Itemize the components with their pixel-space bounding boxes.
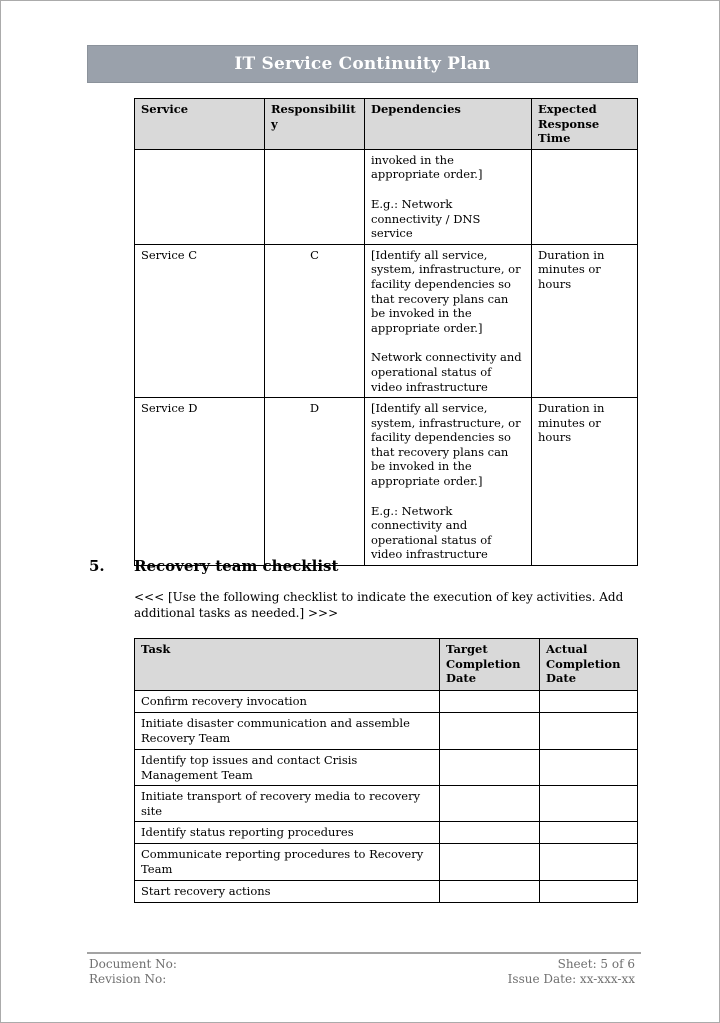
footer-sheet-number: Sheet: 5 of 6 [557,957,635,971]
target-date-cell [440,750,540,786]
service-row-c [135,244,638,397]
document-title: IT Service Continuity Plan [234,54,491,74]
task-cell: Initiate transport of recovery media to recovery site [135,786,440,822]
footer-rule [87,952,641,954]
checklist-row [135,750,638,786]
response-time-cell: Duration in minutes or hours [532,244,638,397]
section-number: 5. [89,557,105,575]
actual-date-cell [540,786,638,822]
recovery-checklist-table [134,638,638,903]
responsibility-cell [265,149,365,244]
col-header-expected-response-time: Expected Response Time [532,99,638,150]
actual-date-cell [540,750,638,786]
target-date-cell [440,822,540,844]
task-cell: Identify status reporting procedures [135,822,440,844]
checklist-row [135,691,638,713]
dependencies-paragraph: [Identify all service, system, infrastructure, or facility dependencies so that recovery plans can be invoked in the appropriate order.] [371,401,521,489]
response-time-cell [532,149,638,244]
col-header-service: Service [135,99,265,150]
footer-revision-no: Revision No: [89,972,167,986]
service-dependencies-table [134,98,638,566]
footer-left-block [89,957,177,987]
responsibility-cell: D [265,398,365,566]
target-date-cell [440,880,540,902]
dependencies-cell [365,149,532,244]
target-date-cell [440,786,540,822]
service-cell: Service C [135,244,265,397]
task-cell: Start recovery actions [135,880,440,902]
target-date-cell [440,713,540,750]
target-date-cell [440,691,540,713]
footer-document-no: Document No: [89,957,177,971]
dependencies-cell [365,244,532,397]
target-date-cell [440,844,540,880]
checklist-row [135,822,638,844]
section-title: Recovery team checklist [134,557,339,575]
checklist-row [135,786,638,822]
service-cell [135,149,265,244]
col-header-responsibility: Responsibility [265,99,365,150]
task-cell: Confirm recovery invocation [135,691,440,713]
col-header-actual-completion-date: Actual Completion Date [540,639,638,691]
section-5-heading [89,557,338,575]
checklist-header-row [135,639,638,691]
task-cell: Identify top issues and contact Crisis Management Team [135,750,440,786]
footer-right-block [508,957,635,987]
col-header-dependencies: Dependencies [365,99,532,150]
actual-date-cell [540,691,638,713]
dependencies-paragraph: [Identify all service, system, infrastructure, or facility dependencies so that recovery plans can be invoked in the appropriate order.] [371,247,521,335]
document-title-banner [87,45,638,83]
actual-date-cell [540,844,638,880]
section-instruction: <<< [Use the following checklist to indicate the execution of key activities. Add additional tasks as needed.] >>> [134,590,624,621]
dependencies-example: E.g.: Network connectivity and operational status of video infrastructure [371,503,492,562]
task-cell: Communicate reporting procedures to Recovery Team [135,844,440,880]
dependencies-cell [365,398,532,566]
dependencies-paragraph: invoked in the appropriate order.] [371,152,483,182]
response-time-cell: Duration in minutes or hours [532,398,638,566]
service-row-d [135,398,638,566]
task-cell: Initiate disaster communication and assemble Recovery Team [135,713,440,750]
col-header-target-completion-date: Target Completion Date [440,639,540,691]
service-table-header-row [135,99,638,150]
actual-date-cell [540,880,638,902]
checklist-row [135,844,638,880]
dependencies-example: Network connectivity and operational status of video infrastructure [371,350,522,394]
dependencies-example: E.g.: Network connectivity / DNS service [371,196,481,241]
actual-date-cell [540,713,638,750]
actual-date-cell [540,822,638,844]
service-row-continued [135,149,638,244]
checklist-row [135,713,638,750]
service-cell: Service D [135,398,265,566]
responsibility-cell: C [265,244,365,397]
col-header-task: Task [135,639,440,691]
checklist-row [135,880,638,902]
footer-issue-date: Issue Date: xx-xxx-xx [507,972,635,986]
